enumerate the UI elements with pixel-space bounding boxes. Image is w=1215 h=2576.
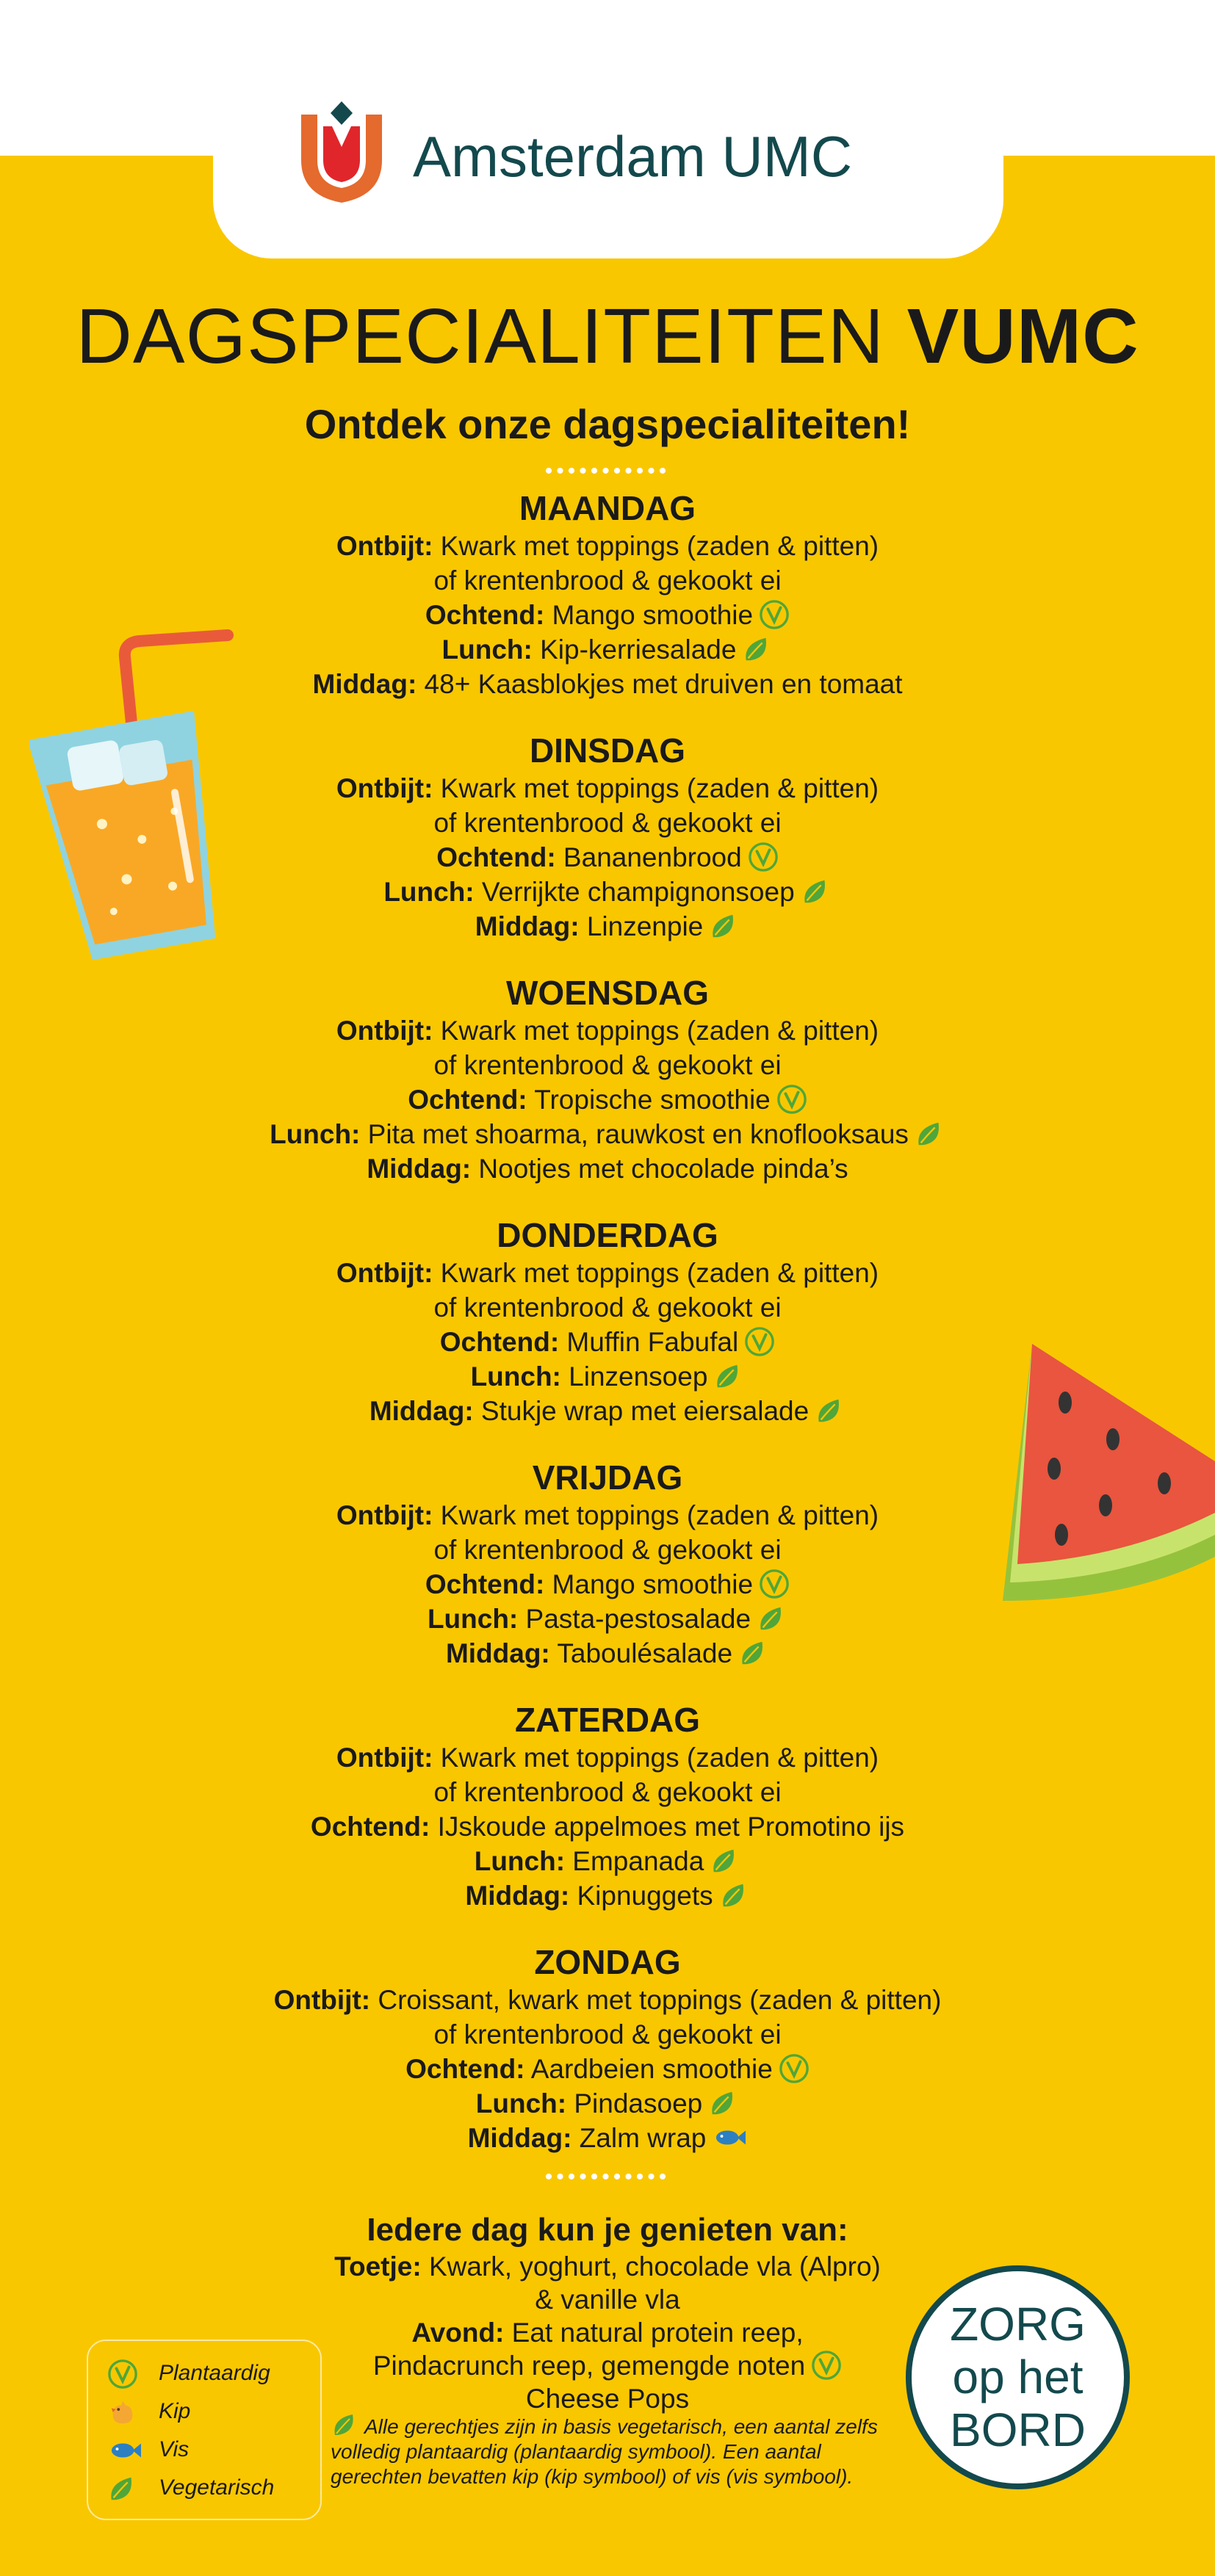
watermelon-illustration — [995, 1336, 1215, 1645]
meal-line — [0, 2086, 1215, 2121]
legend-label: Plantaardig — [159, 2361, 270, 2385]
meal-text: Zalm wrap — [572, 2123, 707, 2153]
legend-label: Vis — [159, 2437, 190, 2461]
meal-text: Empanada — [565, 1846, 704, 1876]
meal-line — [0, 1256, 1215, 1290]
meal-line — [0, 2017, 1215, 2052]
meal-line — [0, 1775, 1215, 1809]
meal-label: Middag: — [445, 1638, 550, 1668]
meal-text: Kwark met toppings (zaden & pitten) — [433, 773, 879, 803]
meal-text: Eat natural protein reep, — [504, 2318, 804, 2348]
day-heading: DONDERDAG — [497, 1216, 718, 1254]
meal-text: Bananenbrood — [555, 842, 742, 872]
brand-name: Amsterdam UMC — [413, 124, 853, 189]
day-heading: WOENSDAG — [506, 974, 709, 1012]
meal-text: Kwark met toppings (zaden & pitten) — [433, 1743, 879, 1773]
vegetarian-icon — [742, 634, 773, 665]
meal-line — [0, 2052, 1215, 2086]
meal-label: Lunch: — [383, 877, 475, 907]
meal-text: Kwark met toppings (zaden & pitten) — [433, 1258, 879, 1288]
meal-text: Kipnuggets — [569, 1881, 713, 1911]
meal-line — [0, 1809, 1215, 1844]
meal-line — [0, 529, 1215, 563]
legend-label: Vegetarisch — [159, 2475, 275, 2500]
meal-line — [0, 1013, 1215, 1048]
day-heading: MAANDAG — [519, 489, 696, 527]
meal-text: of krentenbrood & gekookt ei — [433, 1777, 782, 1807]
separator-dots: ••••••••••• — [544, 2165, 671, 2189]
meal-label: Ochtend: — [439, 1327, 560, 1357]
meal-label: Lunch: — [475, 2088, 567, 2119]
meal-text: Pasta-pestosalade — [518, 1604, 751, 1634]
day-block-zondag — [0, 1942, 1215, 2184]
meal-label: Ochtend: — [310, 1812, 430, 1842]
meal-line — [0, 1151, 1215, 1186]
fish-icon — [107, 2435, 143, 2466]
day-block-woensdag — [0, 972, 1215, 1215]
meal-label: Middag: — [367, 1154, 472, 1184]
meal-line — [0, 1117, 1215, 1151]
meal-label: Ochtend: — [436, 842, 556, 872]
meal-label: Ochtend: — [425, 600, 545, 630]
vegetarian-icon — [738, 1638, 769, 1668]
meal-text: Linzensoep — [560, 1361, 708, 1392]
vegetarian-icon — [719, 1880, 750, 1911]
meal-text: 48+ Kaasblokjes met druiven en tomaat — [417, 669, 903, 699]
meal-text: Cheese Pops — [525, 2384, 690, 2414]
meal-text: Aardbeien smoothie — [524, 2054, 773, 2084]
tulip-logo-icon — [294, 101, 389, 204]
meal-label: Middag: — [465, 1881, 570, 1911]
vegetarian-icon — [713, 1361, 744, 1392]
meal-line — [0, 1983, 1215, 2017]
separator-dots: ••••••••••• — [544, 459, 671, 483]
vegetarian-icon — [815, 1395, 846, 1426]
meal-text: of krentenbrood & gekookt ei — [433, 808, 782, 838]
zorg-op-het-bord-badge: ZORG op het BORD — [906, 2265, 1130, 2489]
meal-label: Ontbijt: — [273, 1985, 371, 2015]
meal-text: Kwark met toppings (zaden & pitten) — [433, 1016, 879, 1046]
meal-label: Ontbijt: — [336, 1743, 433, 1773]
meal-text: IJskoude appelmoes met Promotino ijs — [430, 1812, 905, 1842]
plant-icon — [779, 2053, 810, 2084]
vegetarian-icon — [801, 876, 832, 907]
meal-label: Lunch: — [474, 1846, 566, 1876]
meal-label: Ontbijt: — [336, 531, 433, 561]
plant-icon — [759, 599, 790, 630]
meal-label: Ochtend: — [405, 2054, 525, 2084]
icon-legend — [87, 2340, 322, 2520]
meal-label: Lunch: — [427, 1604, 519, 1634]
vegetarian-icon — [107, 2473, 138, 2504]
meal-line — [0, 1740, 1215, 1775]
meal-label: Avond: — [411, 2318, 505, 2348]
meal-label: Lunch: — [270, 1119, 361, 1149]
meal-text: Pindasoep — [566, 2088, 703, 2119]
meal-text: & vanille vla — [535, 2284, 680, 2315]
meal-text: Kwark, yoghurt, chocolade vla (Alpro) — [421, 2251, 881, 2282]
meal-line — [0, 2121, 1215, 2155]
day-heading: VRIJDAG — [532, 1458, 683, 1497]
vegetarian-icon — [709, 911, 740, 941]
meal-text: Kwark met toppings (zaden & pitten) — [433, 531, 879, 561]
meal-text: Linzenpie — [579, 911, 704, 941]
plant-icon — [107, 2359, 138, 2389]
meal-text: Mango smoothie — [544, 1569, 754, 1599]
meal-text: Kwark met toppings (zaden & pitten) — [433, 1500, 879, 1530]
meal-text: Verrijkte champignonsoep — [474, 877, 795, 907]
meal-label: Ontbijt: — [336, 1500, 433, 1530]
page-title: DAGSPECIALITEITEN VUMC — [76, 293, 1139, 380]
meal-label: Toetje: — [334, 2251, 422, 2282]
meal-label: Ontbijt: — [336, 773, 433, 803]
meal-label: Middag: — [475, 911, 580, 941]
plant-icon — [748, 842, 779, 872]
day-heading: ZATERDAG — [514, 1701, 701, 1739]
meal-text: Mango smoothie — [544, 600, 754, 630]
meal-text: of krentenbrood & gekookt ei — [433, 1535, 782, 1565]
plant-icon — [744, 1326, 775, 1357]
fish-icon — [712, 2122, 747, 2153]
page-subtitle: Ontdek onze dagspecialiteiten! — [304, 401, 911, 447]
meal-label: Ochtend: — [408, 1085, 527, 1115]
meal-line — [0, 563, 1215, 598]
meal-line — [0, 1290, 1215, 1325]
meal-label: Lunch: — [441, 634, 533, 665]
meal-text: Nootjes met chocolade pinda’s — [471, 1154, 848, 1184]
meal-label: Middag: — [312, 669, 417, 699]
meal-text: Taboulésalade — [549, 1638, 733, 1668]
meal-label: Middag: — [467, 2123, 572, 2153]
plant-icon — [776, 1084, 807, 1115]
meal-label: Ontbijt: — [336, 1016, 433, 1046]
plant-icon — [811, 2350, 842, 2381]
vegetarian-icon — [331, 2410, 360, 2439]
meal-line — [0, 1844, 1215, 1878]
juice-glass-illustration — [29, 598, 242, 966]
meal-text: Croissant, kwark met toppings (zaden & pitten) — [370, 1985, 942, 2015]
meal-text: of krentenbrood & gekookt ei — [433, 565, 782, 596]
vegetarian-icon — [915, 1118, 945, 1149]
legend-label: Kip — [159, 2399, 191, 2423]
meal-label: Ontbijt: — [336, 1258, 433, 1288]
vegetarian-icon — [710, 1845, 740, 1876]
chicken-icon — [107, 2397, 138, 2428]
meal-text: Tropische smoothie — [527, 1085, 771, 1115]
meal-text: of krentenbrood & gekookt ei — [433, 1050, 782, 1080]
plant-icon — [759, 1569, 790, 1599]
meal-text: Kip-kerriesalade — [532, 634, 737, 665]
day-heading: DINSDAG — [529, 731, 686, 770]
day-heading: ZONDAG — [534, 1943, 681, 1981]
meal-line — [0, 1082, 1215, 1117]
footnote: Alle gerechtjes zijn in basis vegetarisch, een aantal zelfs volledig plantaardig (plantaardig symbool). Een aantal gerechten bevatten kip (kip symbool) of vis (vis symbool). — [331, 2410, 889, 2489]
vegetarian-icon — [757, 1603, 787, 1634]
meal-label: Middag: — [369, 1396, 474, 1426]
meal-text: Pindacrunch reep, gemengde noten — [372, 2351, 806, 2381]
meal-label: Lunch: — [470, 1361, 561, 1392]
every-day-heading: Iedere dag kun je genieten van: — [367, 2212, 848, 2248]
meal-line — [0, 1878, 1215, 1913]
vegetarian-icon — [708, 2088, 739, 2119]
day-block-zaterdag — [0, 1699, 1215, 1942]
meal-text: of krentenbrood & gekookt ei — [433, 2019, 782, 2049]
meal-label: Ochtend: — [425, 1569, 545, 1599]
meal-text: Muffin Fabufal — [559, 1327, 739, 1357]
meal-line — [0, 1048, 1215, 1082]
brand-logo — [294, 101, 940, 211]
meal-text: Stukje wrap met eiersalade — [473, 1396, 810, 1426]
meal-text: of krentenbrood & gekookt ei — [433, 1292, 782, 1323]
meal-text: Pita met shoarma, rauwkost en knoflooksaus — [360, 1119, 909, 1149]
